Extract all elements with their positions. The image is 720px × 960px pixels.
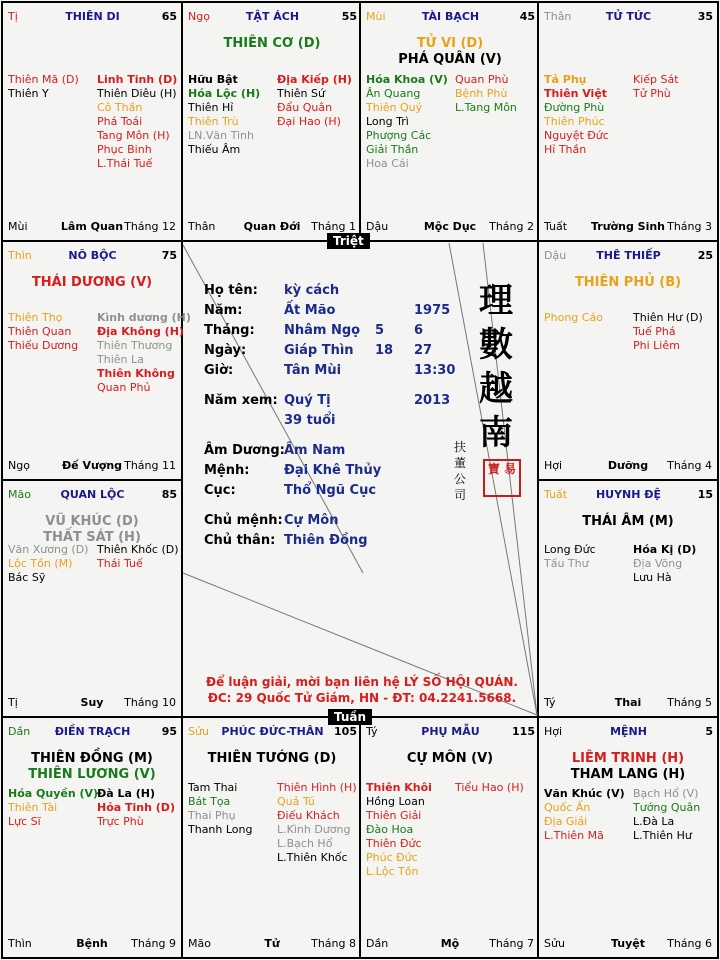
palace-branch: Thân: [544, 10, 572, 23]
star: LN.Văn Tinh: [188, 129, 254, 142]
palace-hoi: [539, 718, 717, 957]
info-label: Năm xem:: [204, 393, 278, 408]
star: Lưu Hà: [633, 571, 672, 584]
right-stars: [97, 787, 175, 829]
palace-footer-branch: Tý: [544, 696, 556, 709]
info-value: Ất Mão: [284, 303, 336, 318]
major-stars: [3, 514, 181, 546]
major-star: PHÁ QUÂN (V): [398, 52, 502, 67]
star: Văn Xương (D): [8, 543, 89, 556]
palace-number: 65: [161, 10, 177, 23]
star: Linh Tinh (D): [97, 73, 178, 86]
star: Thiếu Dương: [8, 339, 79, 352]
star: Hỏa Tinh (D): [97, 801, 175, 814]
major-stars: [361, 36, 539, 68]
left-stars: [8, 311, 78, 353]
palace-footer-stage: Suy: [80, 696, 104, 709]
palace-header: [366, 725, 535, 741]
star: Phá Toái: [97, 115, 143, 128]
star: Thiên Khốc (D): [97, 543, 179, 556]
major-stars: [539, 751, 717, 783]
star: L.Bạch Hổ: [277, 837, 333, 850]
star: L.Kình Dương: [277, 823, 351, 836]
palace-footer-stage: Quan Đới: [243, 220, 301, 233]
palace-footer-stage: Tuyệt: [610, 937, 645, 950]
left-stars: [544, 787, 625, 843]
star: Thiên Sứ: [277, 87, 325, 100]
star: L.Thái Tuế: [97, 157, 153, 170]
star: Địa Không (H): [97, 325, 184, 338]
palace-suu: [183, 718, 361, 957]
palace-footer: [8, 220, 176, 234]
palace-footer-branch: Mão: [188, 937, 211, 950]
palace-ty: [361, 718, 539, 957]
palace-branch: Thìn: [8, 249, 32, 262]
info-value: 6: [414, 323, 424, 338]
star: Long Trì: [366, 115, 409, 128]
star: L.Thiên Mã: [544, 829, 604, 842]
palace-footer-month: Tháng 7: [489, 937, 534, 950]
major-star: TỬ VI (D): [416, 36, 484, 51]
star: Đà La (H): [97, 787, 155, 800]
star: Phượng Các: [366, 129, 432, 142]
palace-number: 105: [334, 725, 357, 738]
star: L.Thiên Hư: [633, 829, 692, 842]
left-stars: [188, 73, 260, 157]
palace-footer-stage: Bệnh: [76, 937, 108, 950]
star: Thiên Quan: [8, 325, 72, 338]
star: Hữu Bật: [188, 73, 238, 86]
major-star: THÁI DƯƠNG (V): [31, 275, 153, 290]
star: Ân Quang: [366, 87, 421, 100]
center-panel: [183, 243, 538, 715]
star: Cô Thần: [97, 101, 143, 114]
palace-footer: [8, 459, 176, 473]
tuan-marker: Tuần: [328, 709, 372, 725]
star: Thanh Long: [188, 823, 253, 836]
palace-footer-branch: Dậu: [366, 220, 389, 233]
star: Điếu Khách: [277, 809, 340, 822]
major-stars: [183, 36, 361, 52]
palace-name: NÔ BỘC: [68, 249, 117, 262]
star: Tướng Quân: [633, 801, 701, 814]
star: Đẩu Quân: [277, 101, 333, 114]
star: Thiên Hình (H): [277, 781, 357, 794]
palace-footer-stage: Lâm Quan: [60, 220, 124, 233]
left-stars: [8, 73, 79, 101]
palace-number: 15: [697, 488, 713, 501]
star: Thiên Tài: [8, 801, 58, 814]
left-stars: [544, 311, 603, 325]
star: Thiên Mã (D): [8, 73, 79, 86]
palace-header: [188, 10, 357, 26]
red-seal: 寶 易: [483, 459, 521, 497]
palace-footer-branch: Tuất: [544, 220, 568, 233]
palace-footer: [188, 220, 356, 234]
info-value: Giáp Thìn: [284, 343, 354, 358]
star: Đường Phù: [544, 101, 605, 114]
star: Nguyệt Đức: [544, 129, 609, 142]
right-stars: [277, 73, 352, 129]
palace-footer-month: Tháng 8: [311, 937, 356, 950]
palace-number: 55: [341, 10, 357, 23]
palace-name: ĐIỀN TRẠCH: [54, 725, 131, 738]
star: Địa Giải: [544, 815, 588, 828]
info-label: Mệnh:: [204, 463, 250, 478]
info-value: 2013: [414, 393, 451, 408]
major-stars: [539, 275, 717, 291]
info-label: Giờ:: [204, 363, 234, 378]
palace-than: [539, 3, 717, 240]
major-stars: [183, 751, 361, 767]
palace-footer: [544, 937, 712, 951]
palace-branch: Tị: [8, 10, 18, 23]
star: Thiên Quý: [366, 101, 423, 114]
major-star: VŨ KHÚC (D): [45, 514, 139, 529]
palace-footer-month: Tháng 3: [667, 220, 712, 233]
star: Thiên Hỉ: [188, 101, 234, 114]
major-star: THÁI ÂM (M): [582, 514, 674, 529]
palace-mao: [3, 481, 181, 716]
info-value: 18: [375, 343, 394, 358]
star: Bát Tọa: [188, 795, 231, 808]
right-stars: [277, 781, 357, 865]
star: Quốc Ấn: [544, 801, 591, 814]
info-label: Họ tên:: [204, 283, 258, 298]
palace-footer-month: Tháng 1: [311, 220, 356, 233]
star: Kình dương (H): [97, 311, 191, 324]
star: Trực Phù: [97, 815, 144, 828]
major-star: THẤT SÁT (H): [43, 530, 141, 545]
star: Bạch Hổ (V): [633, 787, 699, 800]
star: Long Đức: [544, 543, 596, 556]
star: Tử Phù: [633, 87, 671, 100]
palace-footer-branch: Ngọ: [8, 459, 30, 472]
info-value: Thiên Đồng: [284, 533, 368, 548]
star: Bệnh Phù: [455, 87, 508, 100]
palace-footer: [188, 937, 356, 951]
info-value: Đại Khê Thủy: [284, 463, 382, 478]
info-label: Tháng:: [204, 323, 255, 338]
star: Thiên Đức: [366, 837, 422, 850]
info-value: Nhâm Ngọ: [284, 323, 361, 338]
star: Phi Liêm: [633, 339, 680, 352]
star: Tang Môn (H): [97, 129, 170, 142]
palace-footer: [544, 696, 712, 710]
star: L.Đà La: [633, 815, 675, 828]
palace-number: 115: [512, 725, 535, 738]
palace-footer-branch: Dần: [366, 937, 389, 950]
star: Kiếp Sát: [633, 73, 679, 86]
star: Đại Hao (H): [277, 115, 341, 128]
palace-name: HUYNH ĐỆ: [595, 488, 662, 501]
star: Quan Phủ: [97, 381, 151, 394]
star: Tiểu Hao (H): [455, 781, 524, 794]
info-value: Quý Tị: [284, 393, 331, 408]
star: Thiên Y: [8, 87, 49, 100]
palace-footer-month: Tháng 6: [667, 937, 712, 950]
palace-branch: Mùi: [366, 10, 386, 23]
palace-footer-branch: Hợi: [544, 459, 563, 472]
right-stars: [633, 311, 703, 353]
info-label: Chủ mệnh:: [204, 513, 283, 528]
star: Giải Thần: [366, 143, 419, 156]
star: Hóa Quyền (V): [8, 787, 99, 800]
star: Phong Cáo: [544, 311, 603, 324]
palace-header: [544, 725, 713, 741]
star: Địa Kiếp (H): [277, 73, 352, 86]
major-stars: [3, 751, 181, 783]
palace-footer: [544, 459, 712, 473]
right-stars: [633, 787, 700, 843]
major-stars: [539, 514, 717, 530]
palace-number: 45: [519, 10, 535, 23]
star: Hoa Cái: [366, 157, 409, 170]
star: Văn Khúc (V): [544, 787, 625, 800]
palace-footer: [8, 696, 176, 710]
major-stars: [361, 751, 539, 767]
palace-footer-month: Tháng 2: [489, 220, 534, 233]
palace-footer: [366, 937, 534, 951]
major-star: THIÊN ĐỒNG (M): [31, 751, 153, 766]
info-label: Năm:: [204, 303, 243, 318]
palace-footer-stage: Tử: [264, 937, 280, 950]
star: Lộc Tồn (M): [8, 557, 73, 570]
star: Quả Tú: [277, 795, 315, 808]
palace-thin: [3, 242, 191, 479]
palace-name: PHÚC ĐỨC-THÂN: [221, 725, 324, 738]
star: Thiên Không: [97, 367, 175, 380]
palace-footer-month: Tháng 11: [124, 459, 176, 472]
star: Thiên La: [97, 353, 144, 366]
palace-name: THIÊN DI: [65, 10, 120, 23]
palace-branch: Dần: [8, 725, 31, 738]
star: Thiên Phúc: [544, 115, 605, 128]
star: L.Lộc Tồn: [366, 865, 419, 878]
palace-branch: Hợi: [544, 725, 563, 738]
star: Thiên Việt: [544, 87, 608, 100]
star: Quan Phù: [455, 73, 509, 86]
right-stars: [633, 543, 696, 585]
palace-branch: Tuất: [544, 488, 568, 501]
star: Phục Binh: [97, 143, 152, 156]
palace-header: [188, 725, 357, 741]
palace-dau: [539, 242, 717, 479]
info-value: Tân Mùi: [284, 363, 342, 378]
palace-footer-stage: Mộc Dục: [423, 220, 477, 233]
star: L.Tang Môn: [455, 101, 517, 114]
palace-footer-stage: Thai: [614, 696, 642, 709]
left-stars: [8, 787, 98, 829]
info-value: 27: [414, 343, 433, 358]
palace-footer-branch: Tị: [8, 696, 18, 709]
left-stars: [8, 543, 88, 585]
info-value: 1975: [414, 303, 451, 318]
major-star: THIÊN CƠ (D): [223, 36, 321, 51]
palace-name: TÀI BẠCH: [421, 10, 480, 23]
palace-footer-branch: Mùi: [8, 220, 28, 233]
right-stars: [97, 73, 177, 171]
palace-footer-branch: Sửu: [544, 937, 565, 950]
star: Phúc Đức: [366, 851, 418, 864]
palace-name: TỬ TỨC: [605, 10, 652, 23]
palace-footer-month: Tháng 4: [667, 459, 712, 472]
star: Hóa Khoa (V): [366, 73, 448, 86]
palace-name: THÊ THIẾP: [596, 249, 661, 262]
palace-number: 85: [161, 488, 177, 501]
info-label: Chủ thân:: [204, 533, 276, 548]
info-value: kỳ cách: [284, 283, 340, 298]
palace-footer-month: Tháng 5: [667, 696, 712, 709]
major-star: THIÊN TƯỚNG (D): [207, 751, 337, 766]
star: Hồng Loan: [366, 795, 425, 808]
info-value: Thổ Ngũ Cục: [284, 483, 377, 498]
star: Bác Sỹ: [8, 571, 46, 584]
star: Thiên Khôi: [366, 781, 432, 794]
star: Thiên Trù: [188, 115, 239, 128]
star: Thiên Giải: [366, 809, 422, 822]
palace-footer: [366, 220, 534, 234]
star: Thai Phụ: [188, 809, 236, 822]
star: Tam Thai: [188, 781, 238, 794]
info-label: Cục:: [204, 483, 236, 498]
palace-footer-branch: Thìn: [8, 937, 32, 950]
palace-footer-stage: Mộ: [440, 937, 460, 950]
star: Thiên Diêu (H): [97, 87, 177, 100]
left-stars: [366, 781, 432, 879]
palace-ngo: [183, 3, 361, 240]
palace-header: [8, 249, 177, 265]
star: Thái Tuế: [97, 557, 143, 570]
left-stars: [544, 73, 609, 157]
palace-dan: [3, 718, 181, 957]
major-star: THAM LANG (H): [570, 767, 686, 782]
contact-note-line2: ĐC: 29 Quốc Tử Giám, HN - ĐT: 04.2241.5668.: [207, 691, 517, 705]
right-stars: [97, 543, 179, 571]
left-stars: [366, 73, 448, 171]
right-stars: [455, 781, 524, 795]
palace-footer: [8, 937, 176, 951]
palace-branch: Sửu: [188, 725, 209, 738]
star: Thiên Thương: [97, 339, 173, 352]
palace-header: [8, 725, 177, 741]
star: Tả Phụ: [544, 73, 587, 86]
palace-header: [366, 10, 535, 26]
palace-footer-month: Tháng 12: [124, 220, 176, 233]
info-label: Âm Dương:: [204, 443, 285, 458]
palace-footer: [544, 220, 712, 234]
palace-tuat: [539, 481, 717, 716]
palace-footer-stage: Đế Vượng: [61, 459, 123, 472]
palace-number: 75: [161, 249, 177, 262]
star: Tuế Phá: [633, 325, 676, 338]
brand-subtitle: 扶 董 公 司: [453, 440, 466, 502]
contact-note-line1: Để luận giải, mời bạn liên hệ LÝ SỐ HỘI QUÁN.: [206, 675, 518, 689]
info-value: Cự Môn: [284, 513, 339, 528]
star: Thiên Thọ: [8, 311, 63, 324]
star: Thiếu Âm: [188, 143, 241, 156]
palace-number: 95: [161, 725, 177, 738]
brand-logo: 理 數 越 南: [479, 281, 513, 453]
palace-name: PHỤ MẪU: [421, 725, 480, 738]
right-stars: [97, 311, 191, 395]
info-value: 39 tuổi: [284, 413, 336, 428]
star: Đào Hoa: [366, 823, 414, 836]
left-stars: [188, 781, 253, 837]
info-value: 13:30: [414, 363, 456, 378]
palace-branch: Dậu: [544, 249, 567, 262]
star: Hóa Kị (D): [633, 543, 697, 556]
palace-branch: Tý: [366, 725, 378, 738]
major-star: LIÊM TRINH (H): [571, 751, 685, 766]
left-stars: [544, 543, 596, 571]
star: Thiên Hư (D): [633, 311, 703, 324]
palace-number: 5: [705, 725, 713, 738]
right-stars: [633, 73, 679, 101]
palace-branch: Ngọ: [188, 10, 210, 23]
palace-footer-month: Tháng 9: [131, 937, 176, 950]
palace-ti: [3, 3, 181, 240]
palace-footer-month: Tháng 10: [124, 696, 176, 709]
star: L.Thiên Khốc: [277, 851, 348, 864]
palace-header: [544, 488, 713, 504]
star: Lực Sĩ: [8, 815, 41, 828]
palace-branch: Mão: [8, 488, 31, 501]
palace-header: [8, 488, 177, 504]
palace-footer-branch: Thân: [188, 220, 216, 233]
right-stars: [455, 73, 517, 115]
star: Địa Võng: [633, 557, 683, 570]
palace-number: 25: [697, 249, 713, 262]
major-stars: [3, 275, 181, 291]
palace-header: [8, 10, 177, 26]
info-value: Âm Nam: [284, 443, 346, 458]
palace-number: 35: [697, 10, 713, 23]
major-star: THIÊN LƯƠNG (V): [28, 767, 156, 782]
star: Hỉ Thần: [544, 143, 587, 156]
palace-footer-stage: Dưỡng: [607, 459, 649, 472]
palace-name: TẬT ÁCH: [245, 10, 300, 23]
star: Hóa Lộc (H): [188, 87, 261, 100]
palace-header: [544, 10, 713, 26]
info-value: 5: [375, 323, 385, 338]
major-star: CỰ MÔN (V): [406, 751, 494, 766]
palace-footer-stage: Trường Sinh: [591, 220, 665, 233]
info-label: Ngày:: [204, 343, 247, 358]
major-star: THIÊN PHỦ (B): [574, 275, 682, 290]
triet-marker: Triệt: [327, 233, 370, 249]
palace-header: [544, 249, 713, 265]
palace-mui: [361, 3, 539, 240]
palace-name: MỆNH: [610, 725, 647, 738]
palace-name: QUAN LỘC: [60, 488, 125, 501]
star: Tấu Thư: [544, 557, 589, 570]
